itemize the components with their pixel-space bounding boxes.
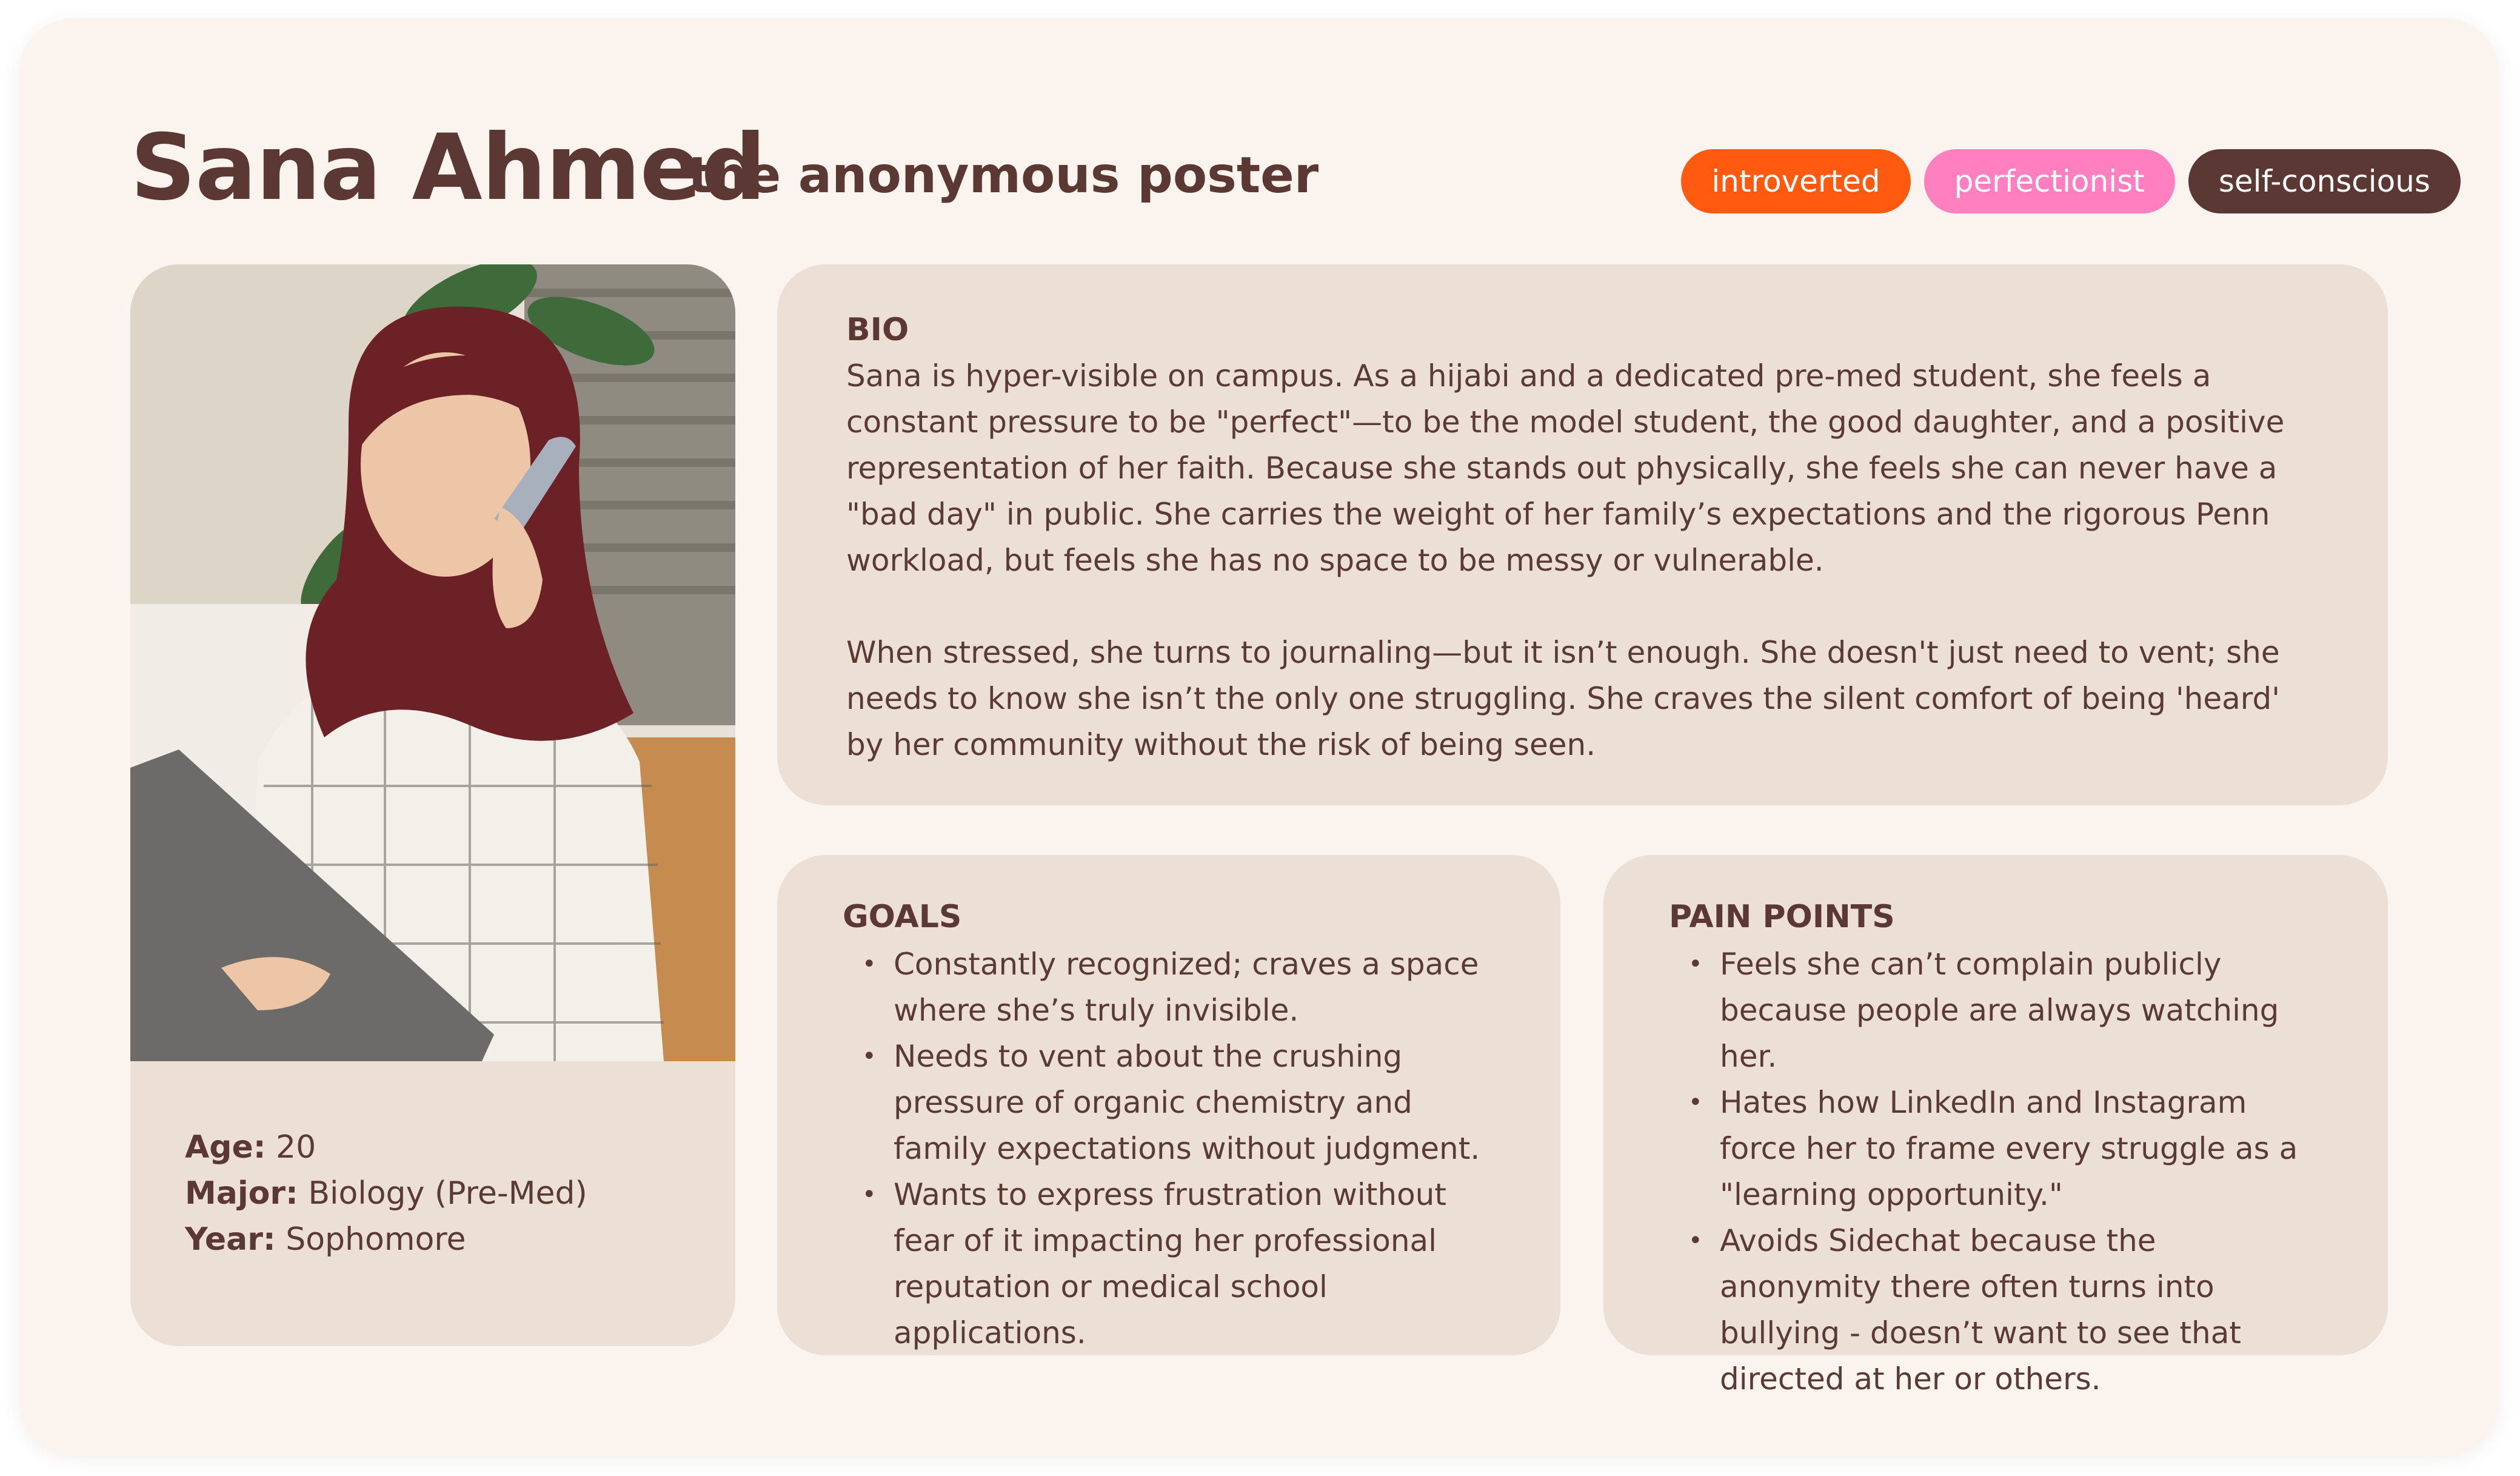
bio-heading: BIO bbox=[846, 312, 909, 348]
goal-item: • Needs to vent about the crushing pressure of organic chemistry and family expectations without judgment. bbox=[843, 1033, 1497, 1172]
goals-list bbox=[843, 941, 1497, 1356]
profile-panel bbox=[130, 264, 735, 1346]
tag-perfectionist: perfectionist bbox=[1924, 149, 2175, 213]
goal-item: • Constantly recognized; craves a space where she’s truly invisible. bbox=[843, 941, 1497, 1033]
tag-self-conscious: self-conscious bbox=[2188, 149, 2461, 213]
major-label: Major: bbox=[185, 1175, 298, 1212]
goal-item: • Wants to express frustration without fear of it impacting her professional reputation or medical school applications. bbox=[843, 1172, 1497, 1356]
pain-point-item: • Avoids Sidechat because the anonymity there often turns into bullying - doesn’t want to see that directed at her or others. bbox=[1669, 1218, 2324, 1402]
persona-role: the anonymous poster bbox=[688, 147, 1319, 204]
pain-points-list bbox=[1669, 941, 2324, 1402]
age-row bbox=[185, 1124, 587, 1170]
tag-introverted: introverted bbox=[1681, 149, 1910, 213]
year-row bbox=[185, 1216, 587, 1263]
major-row bbox=[185, 1170, 587, 1216]
bio-paragraph: Sana is hyper-visible on campus. As a hijabi and a dedicated pre-med student, she feels a constant pressure to be "perfect"—to be the model student, the good daughter, and a positive representation of her faith. Because she stands out physically, she feels she can never have a "bad day" in public. She carries the weight of her family’s expectations and the rigorous Penn workload, but feels she has no space to be messy or vulnerable. bbox=[846, 358, 2285, 578]
persona-facts bbox=[185, 1124, 587, 1263]
goals-heading: GOALS bbox=[843, 899, 962, 935]
pain-points-heading: PAIN POINTS bbox=[1669, 899, 1895, 935]
bio-text bbox=[846, 353, 2325, 768]
trait-tags bbox=[1681, 149, 2461, 213]
year-value: Sophomore bbox=[275, 1221, 466, 1258]
pain-points-panel bbox=[1603, 855, 2388, 1397]
persona-photo bbox=[130, 264, 735, 1061]
bio-paragraph: When stressed, she turns to journaling—but it isn’t enough. She doesn't just need to vent; she needs to know she isn’t the only one struggling. She craves the silent comfort of being 'heard' by her community without the risk of being seen. bbox=[846, 635, 2280, 762]
goals-panel bbox=[777, 855, 1560, 1355]
persona-name: Sana Ahmed bbox=[130, 115, 766, 221]
major-value: Biology (Pre-Med) bbox=[298, 1175, 587, 1212]
bio-panel bbox=[777, 264, 2388, 805]
age-label: Age: bbox=[185, 1129, 266, 1166]
pain-point-item: • Hates how LinkedIn and Instagram force her to frame every struggle as a "learning opportunity." bbox=[1669, 1079, 2324, 1218]
age-value: 20 bbox=[266, 1129, 316, 1166]
year-label: Year: bbox=[185, 1221, 276, 1258]
pain-point-item: • Feels she can’t complain publicly because people are always watching her. bbox=[1669, 941, 2324, 1079]
